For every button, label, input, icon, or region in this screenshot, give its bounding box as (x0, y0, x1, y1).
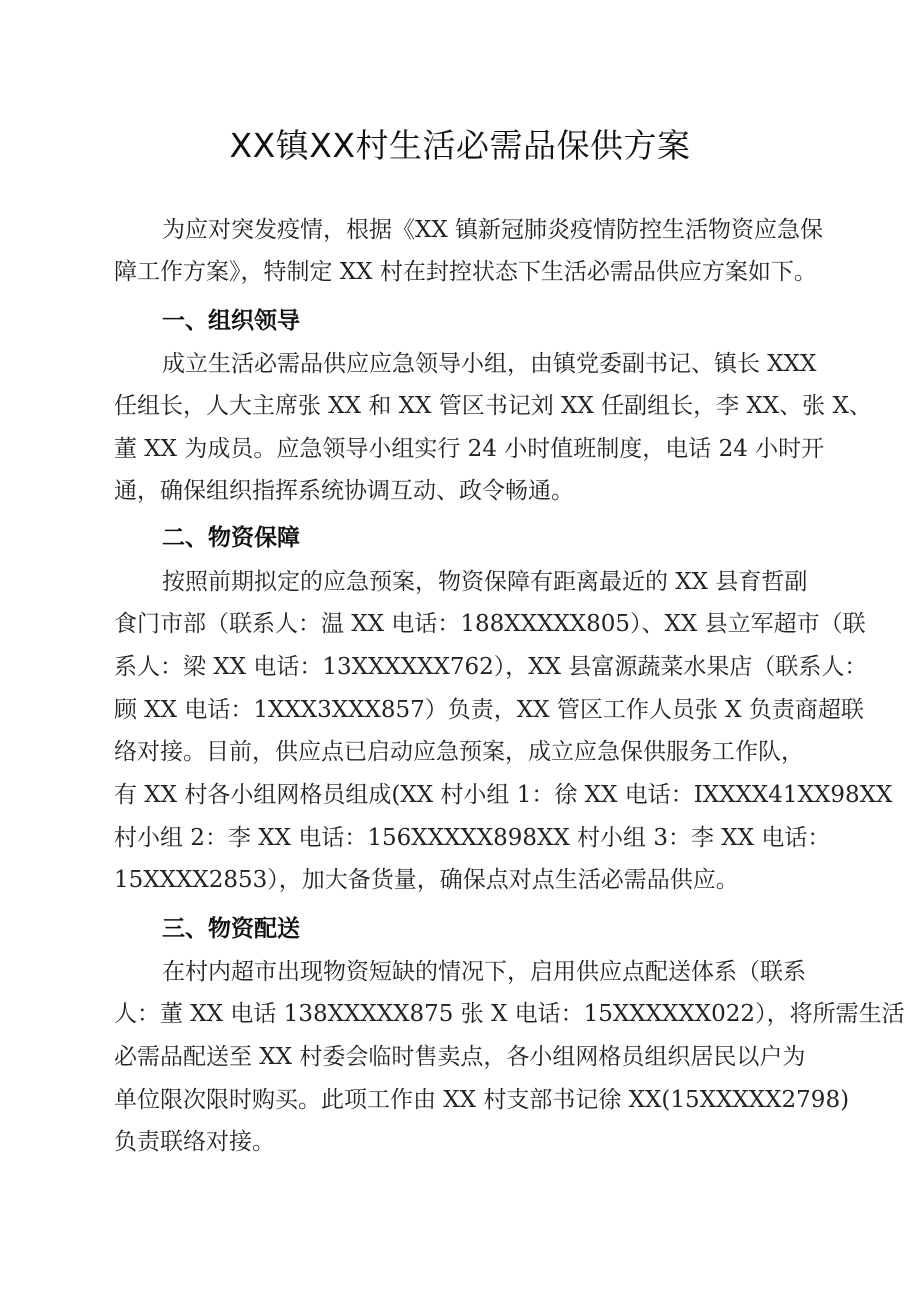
body-line: 顾 XX 电话：1XXX3XXX857）负责，XX 管区工作人员张 X 负责商超联 (114, 697, 864, 723)
body-line: 董 XX 为成员。应急领导小组实行 24 小时值班制度，电话 24 小时开 (114, 436, 825, 462)
body-line: 按照前期拟定的应急预案，物资保障有距离最近的 XX 县育哲副 (162, 569, 808, 595)
body-line: 村小组 2：李 XX 电话：156XXXXX898XX 村小组 3：李 XX 电话： (114, 825, 831, 851)
section-heading-delivery: 三、物资配送 (162, 916, 300, 942)
body-line: 必需品配送至 XX 村委会临时售卖点，各小组网格员组织居民以户为 (114, 1044, 806, 1070)
body-line: 食门市部（联系人：温 XX 电话：188XXXXX805）、XX 县立军超市（联 (114, 611, 866, 637)
body-line: 在村内超市出现物资短缺的情况下，启用供应点配送体系（联系 (162, 959, 806, 985)
body-line: 有 XX 村各小组网格员组成(XX 村小组 1：徐 XX 电话：IXXXX41XX98XX (114, 782, 893, 808)
body-line: 通，确保组织指挥系统协调互动、政令畅通。 (114, 478, 574, 504)
body-line: 络对接。目前，供应点已启动应急预案，成立应急保供服务工作队， (114, 739, 804, 765)
body-line: 任组长，人大主席张 XX 和 XX 管区书记刘 XX 任副组长，李 XX、张 X、 (114, 393, 872, 419)
intro-line: 障工作方案》，特制定 XX 村在封控状态下生活必需品供应方案如下。 (114, 259, 817, 285)
body-line: 15XXXX2853），加大备货量，确保点对点生活必需品供应。 (114, 867, 739, 893)
body-line: 单位限次限时购买。此项工作由 XX 村支部书记徐 XX(15XXXXX2798) (114, 1087, 850, 1113)
body-line: 成立生活必需品供应应急领导小组，由镇党委副书记、镇长 XXX (162, 351, 817, 377)
section-heading-supplies: 二、物资保障 (162, 525, 300, 551)
body-line: 负责联络对接。 (114, 1129, 275, 1155)
body-line: 系人：梁 XX 电话：13XXXXXX762），XX 县富源蔬菜水果店（联系人： (114, 654, 868, 680)
section-heading-organization: 一、组织领导 (162, 308, 300, 334)
body-line: 人：董 XX 电话 138XXXXX875 张 X 电话：15XXXXXX022），将所需生活 (114, 1001, 905, 1027)
intro-line: 为应对突发疫情，根据《XX 镇新冠肺炎疫情防控生活物资应急保 (162, 217, 824, 243)
document-title: XX镇XX村生活必需品保供方案 (229, 126, 691, 165)
